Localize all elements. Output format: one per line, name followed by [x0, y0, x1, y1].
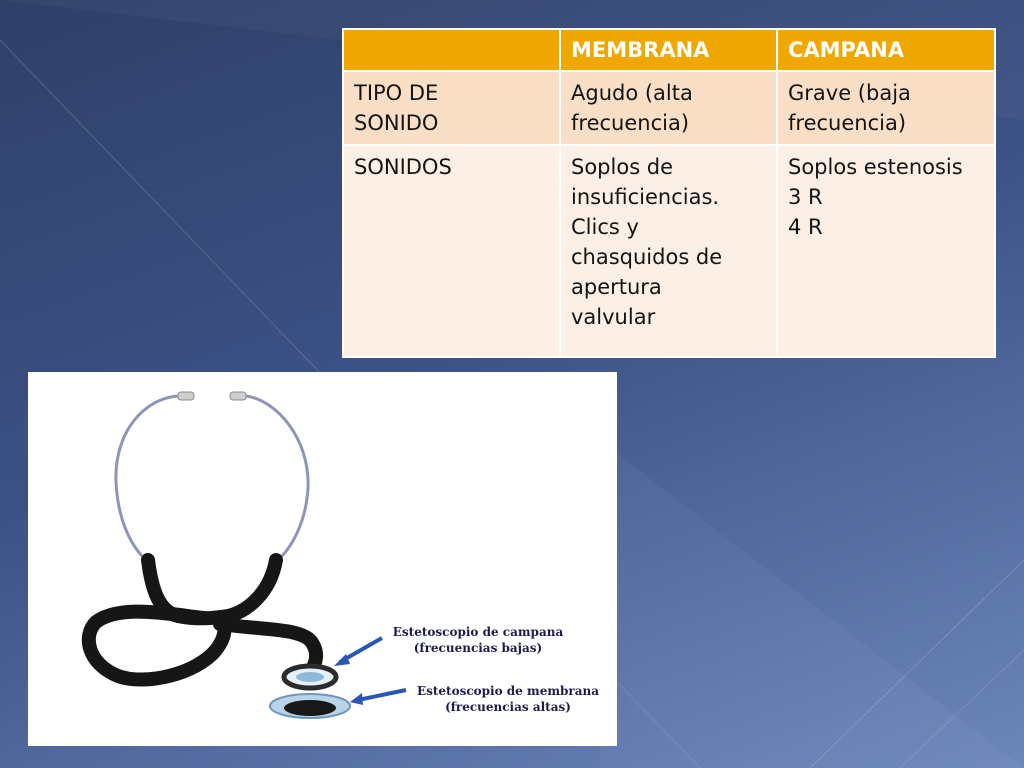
- cell-text: SONIDOS: [354, 155, 452, 179]
- right-metal-tube: [246, 396, 308, 562]
- cell-text: frecuencia): [788, 111, 907, 135]
- right-earpiece-icon: [230, 392, 246, 400]
- label-membrana-line2: (frecuencias altas): [445, 700, 571, 714]
- cell-text: chasquidos de: [571, 245, 723, 269]
- cell-text: frecuencia): [571, 111, 690, 135]
- campana-cell: [777, 71, 995, 145]
- header-empty-cell: [343, 29, 560, 71]
- membrana-cell: [560, 145, 777, 357]
- cell-text: 4 R: [788, 215, 823, 239]
- chestpiece-stem: [284, 700, 336, 716]
- row-label-cell: [343, 145, 560, 357]
- cell-text: insuficiencias.: [571, 185, 720, 209]
- campana-cell: [777, 145, 995, 357]
- comparison-table: [342, 28, 996, 358]
- table-row: [343, 145, 995, 357]
- cell-text: Clics y: [571, 215, 639, 239]
- comparison-table-container: [342, 28, 994, 358]
- stethoscope-figure: [28, 372, 617, 746]
- label-campana-line1: Estetoscopio de campana: [392, 625, 564, 639]
- cell-text: apertura: [571, 275, 662, 299]
- row-label-cell: [343, 71, 560, 145]
- header-membrana: MEMBRANA: [560, 29, 777, 71]
- table-row: [343, 71, 995, 145]
- label-campana-line2: (frecuencias bajas): [413, 641, 543, 655]
- left-earpiece-icon: [178, 392, 194, 400]
- arrow-membrana-head-icon: [350, 693, 363, 705]
- label-campana: [378, 624, 578, 656]
- cell-text: SONIDO: [354, 111, 439, 135]
- arrow-membrana-line: [358, 690, 406, 700]
- membrana-cell: [560, 71, 777, 145]
- cell-text: TIPO DE: [354, 81, 439, 105]
- left-metal-tube: [116, 396, 178, 562]
- cell-text: valvular: [571, 305, 656, 329]
- cell-text: Grave (baja: [788, 81, 911, 105]
- tubing-loop: [89, 612, 225, 680]
- label-membrana: [404, 683, 612, 715]
- cell-text: Soplos estenosis: [788, 155, 963, 179]
- cell-text: Agudo (alta: [571, 81, 693, 105]
- header-campana: CAMPANA: [777, 29, 995, 71]
- cell-text: 3 R: [788, 185, 823, 209]
- bell-inner: [296, 672, 324, 682]
- cell-text: Soplos de: [571, 155, 674, 179]
- label-membrana-line1: Estetoscopio de membrana: [416, 684, 600, 698]
- table-header-row: [343, 29, 995, 71]
